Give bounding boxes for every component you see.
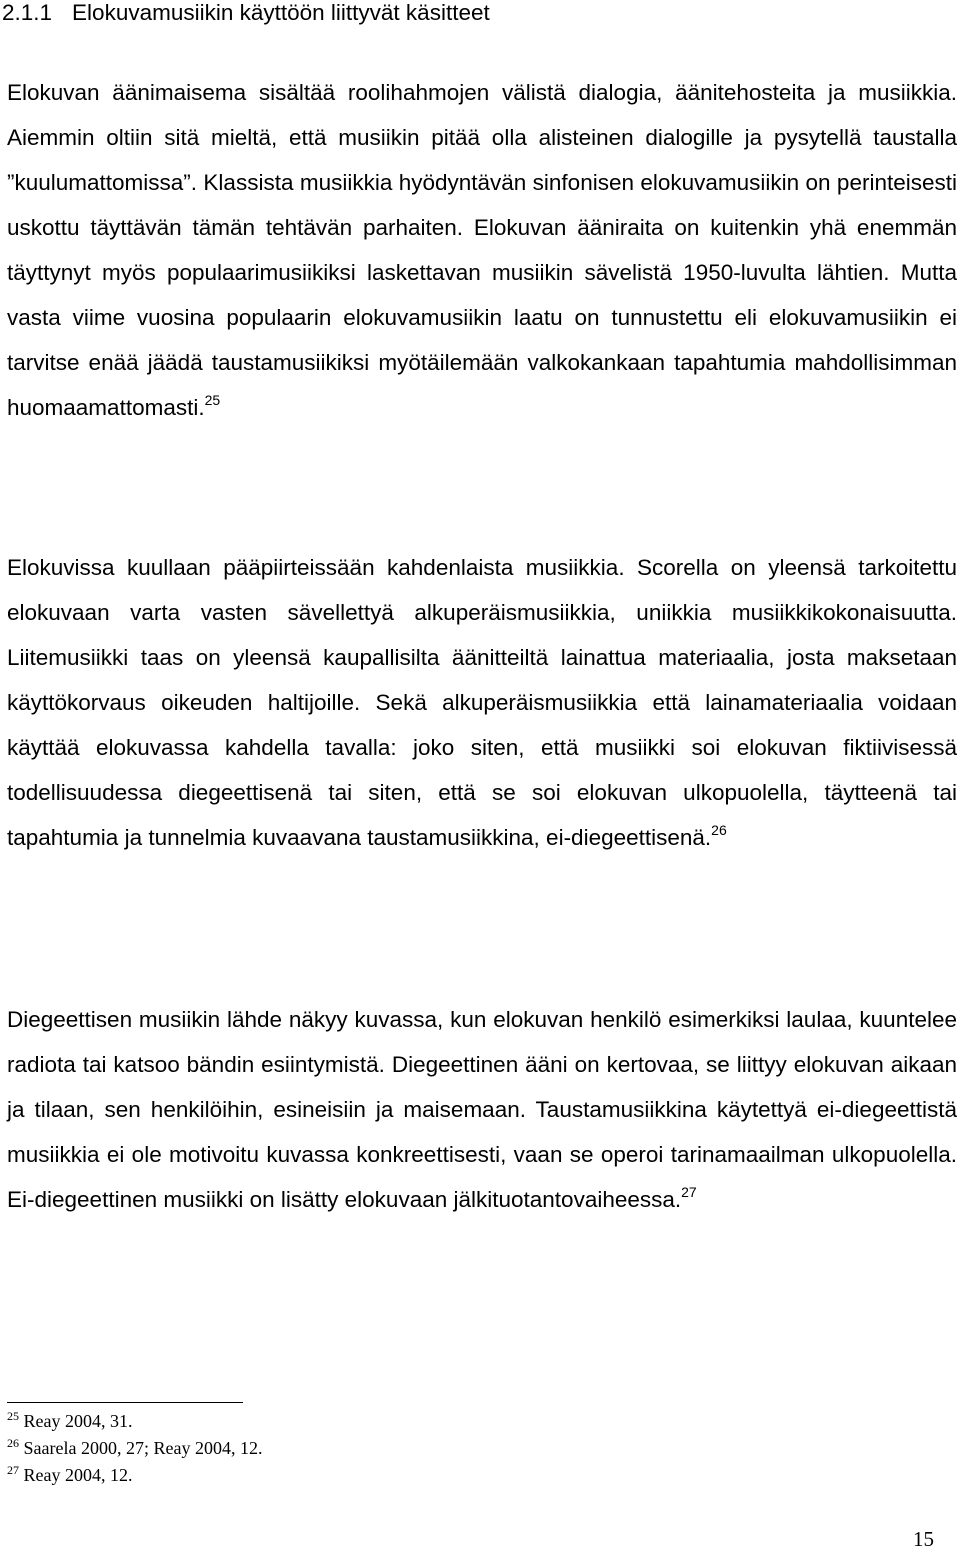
section-heading xyxy=(2,0,490,26)
section-title: Elokuvamusiikin käyttöön liittyvät käsitteet xyxy=(72,0,490,25)
footnote-number: 25 xyxy=(7,1409,19,1423)
paragraph-1 xyxy=(7,70,957,430)
section-number: 2.1.1 xyxy=(2,0,53,25)
footnote-item xyxy=(7,1408,262,1435)
paragraph-text: Elokuvissa kuullaan pääpiirteissään kahdenlaista musiikkia. Scorella on yleensä tarkoitettu elokuvaan varta vasten sävellettyä alkuperäismusiikkia, uniikkia musiikkikokonaisuutta. Liitemusiikki taas on yleensä kaupallisilta äänitteiltä lainattua materiaalia, josta maksetaan käyttökorvaus oikeuden haltijoille. Sekä alkuperäismusiikkia että lainamateriaalia voidaan käyttää elokuvassa kahdella tavalla: joko siten, että musiikki soi elokuvan fiktiivisessä todellisuudessa diegeettisenä tai siten, että se soi elokuvan ulkopuolella, täytteenä tai tapahtumia ja tunnelmia kuvaavana taustamusiikkina, ei-diegeettisenä. xyxy=(7,555,957,850)
footnote-item xyxy=(7,1462,262,1489)
page-number: 15 xyxy=(913,1527,934,1551)
footnote-item xyxy=(7,1435,262,1462)
paragraph-2 xyxy=(7,545,957,860)
footnote-number: 27 xyxy=(7,1463,19,1477)
footnote-number: 26 xyxy=(7,1436,19,1450)
paragraph-text: Elokuvan äänimaisema sisältää roolihahmojen välistä dialogia, äänitehosteita ja musiikkia. Aiemmin oltiin sitä mieltä, että musiikin pitää olla alisteinen dialogille ja pysytellä taustalla ”kuulumattomissa”. Klassista musiikkia hyödyntävän sinfonisen elokuvamusiikin on perinteisesti uskottu täyttävän tämän tehtävän parhaiten. Elokuvan ääniraita on kuitenkin yhä enemmän täyttynyt myös populaarimusiikiksi laskettavan musiikin sävelistä 1950-luvulta lähtien. Mutta vasta viime vuosina populaarin elokuvamusiikin laatu on tunnustettu eli elokuvamusiikin ei tarvitse enää jäädä taustamusiikiksi myötäilemään valkokankaan tapahtumia mahdollisimman huomaamattomasti. xyxy=(7,80,957,420)
footnote-text: Saarela 2000, 27; Reay 2004, 12. xyxy=(23,1438,263,1458)
footnote-text: Reay 2004, 12. xyxy=(23,1465,133,1485)
footnote-ref[interactable]: 25 xyxy=(204,392,221,408)
paragraph-3 xyxy=(7,997,957,1222)
footnote-text: Reay 2004, 31. xyxy=(23,1411,133,1431)
footnote-divider xyxy=(7,1402,243,1403)
footnote-ref[interactable]: 26 xyxy=(711,822,727,838)
paragraph-text: Diegeettisen musiikin lähde näkyy kuvassa, kun elokuvan henkilö esimerkiksi laulaa, kuuntelee radiota tai katsoo bändin esiintymistä. Diegeettinen ääni on kertovaa, se liittyy elokuvan aikaan ja tilaan, sen henkilöihin, esineisiin ja maisemaan. Taustamusiikkina käytettyä ei-diegeettistä musiikkia ei ole motivoitu kuvassa konkreettisesti, vaan se operoi tarinamaailman ulkopuolella. Ei-diegeettinen musiikki on lisätty elokuvaan jälkituotantovaiheessa. xyxy=(7,1007,957,1212)
footnote-ref[interactable]: 27 xyxy=(681,1184,697,1200)
footnotes xyxy=(7,1408,262,1489)
